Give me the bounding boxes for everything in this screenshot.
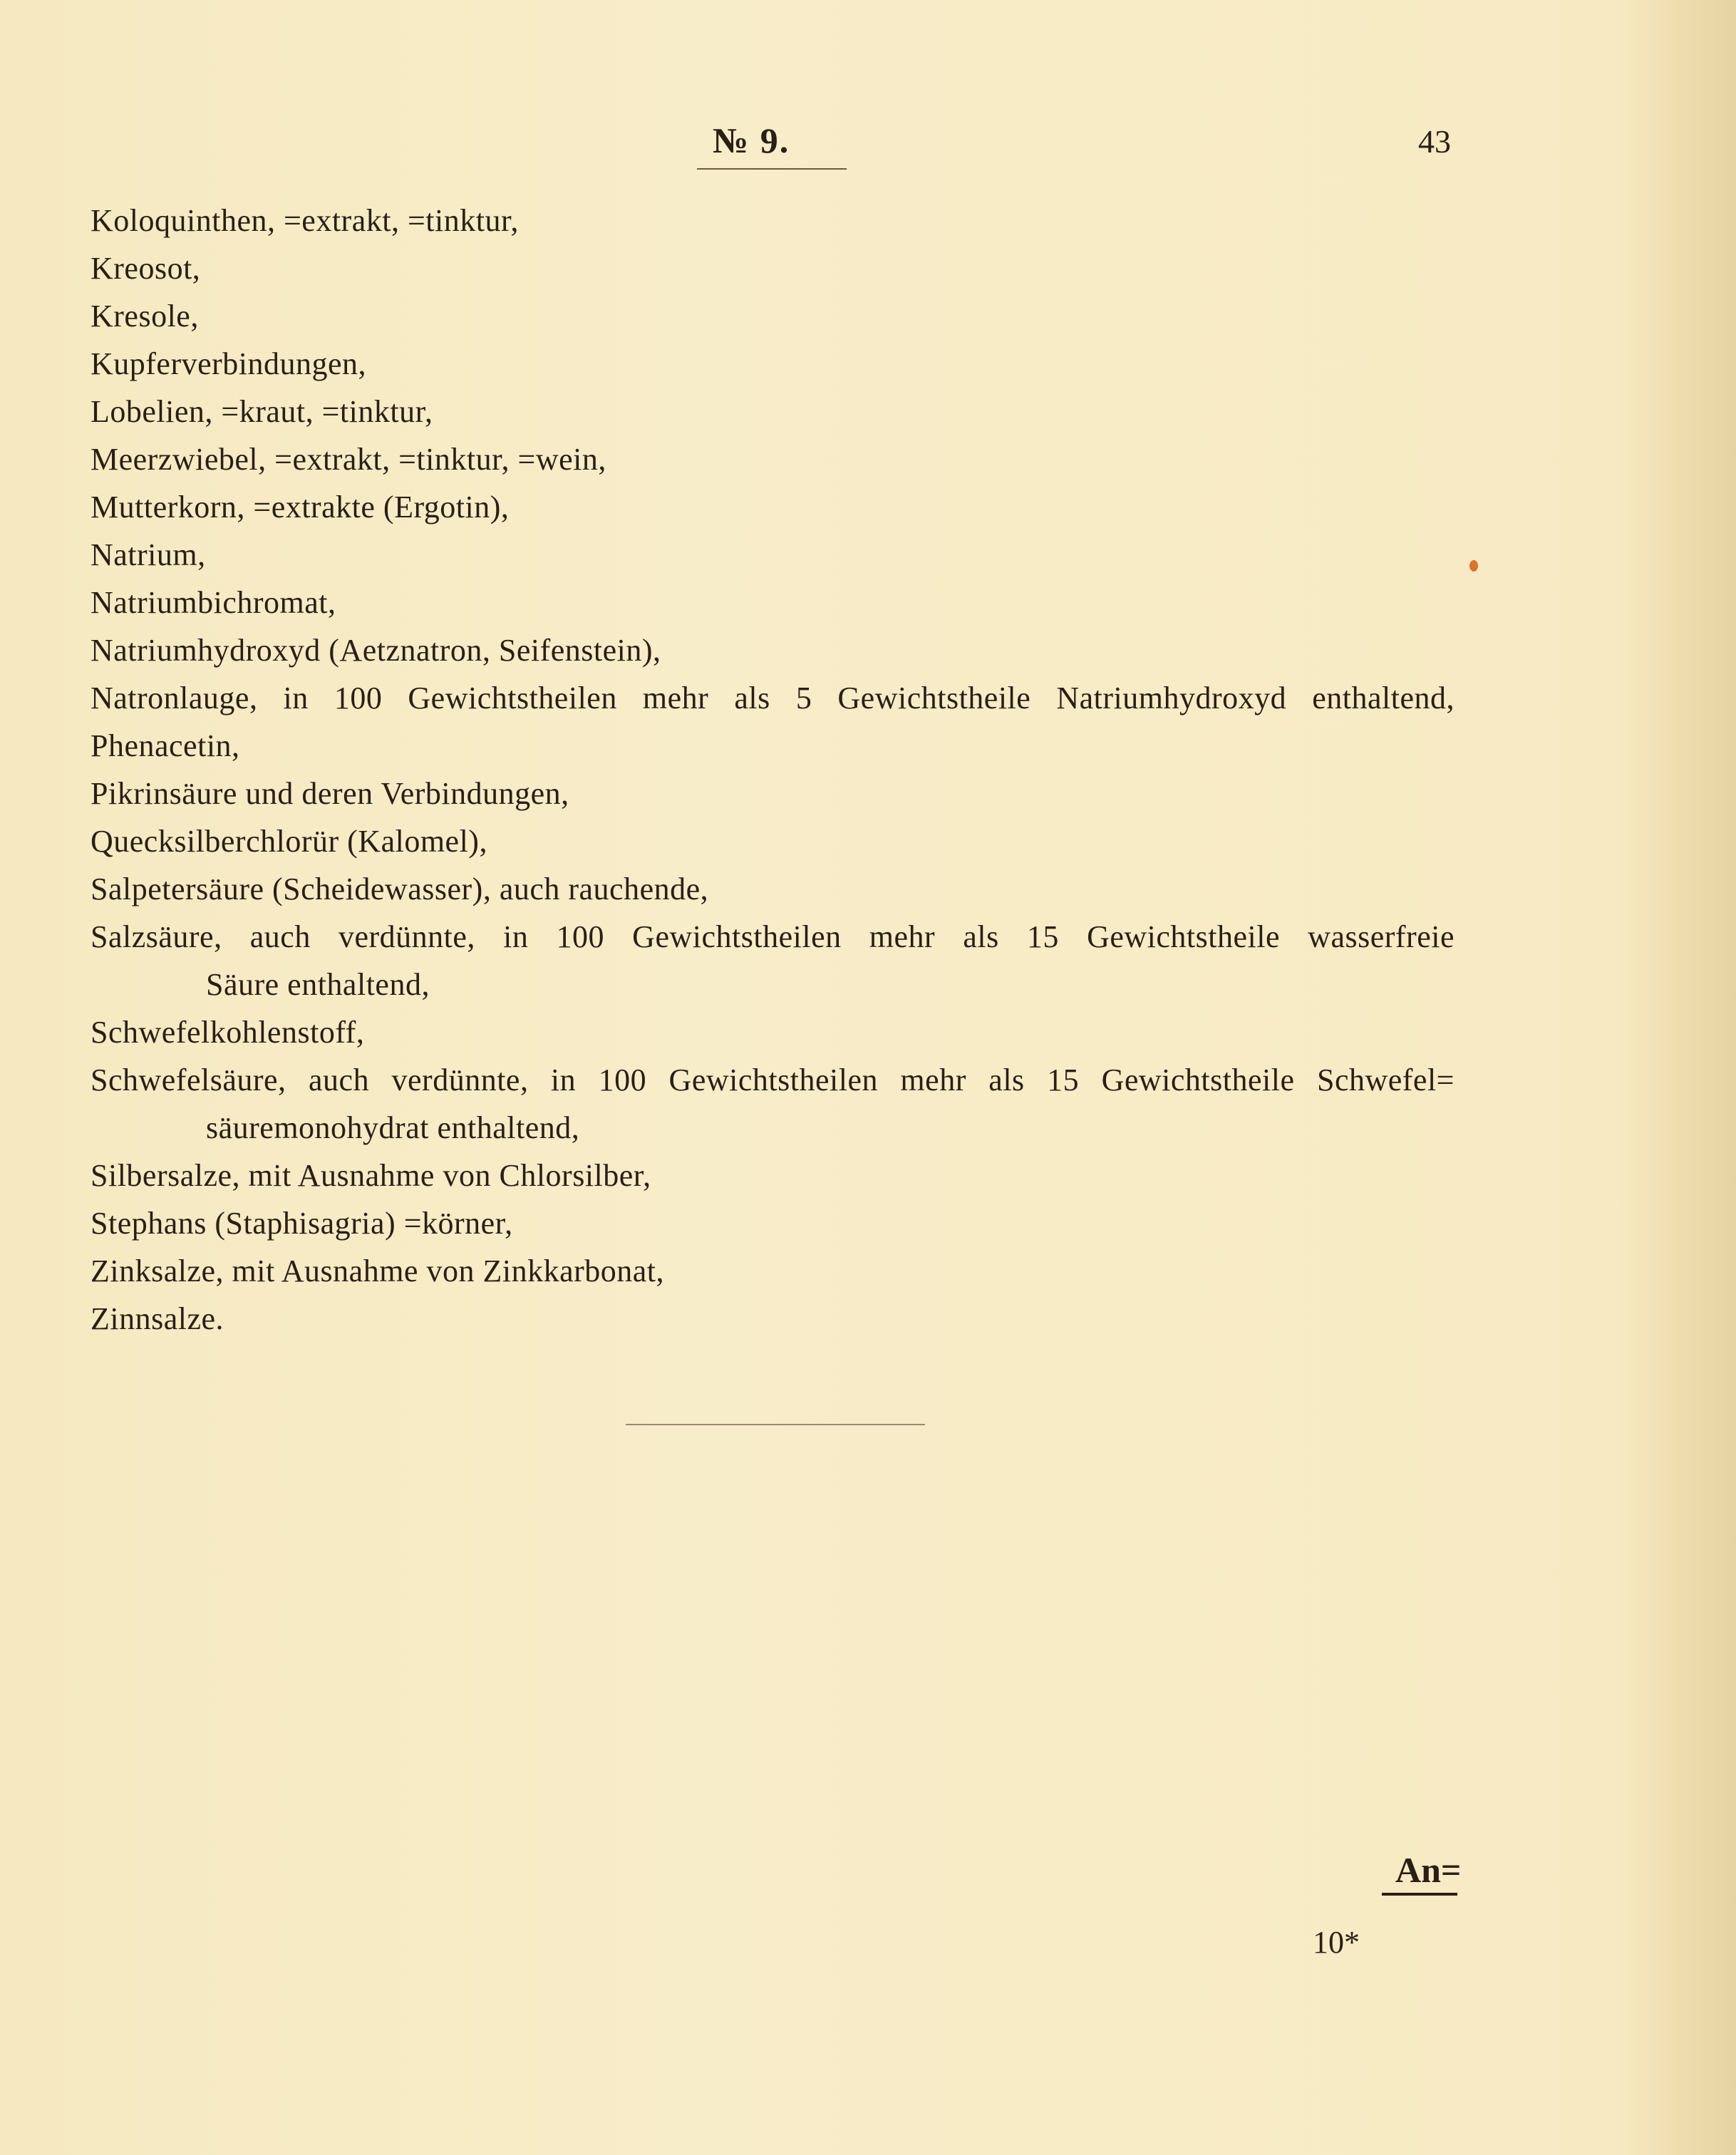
list-line: säuremonohydrat enthaltend,: [206, 1110, 580, 1145]
list-line: Pikrinsäure und deren Verbindungen,: [91, 776, 569, 811]
list-line: Natriumbichromat,: [91, 585, 336, 620]
list-line: Lobelien, =kraut, =tinktur,: [91, 394, 433, 429]
list-line: Phenacetin,: [91, 728, 240, 763]
list-line: Stephans (Staphisagria) =körner,: [91, 1206, 513, 1241]
list-line: Schwefelkohlenstoff,: [91, 1015, 365, 1050]
list-line: Koloquinthen, =extrakt, =tinktur,: [91, 203, 519, 238]
header-rule: [697, 168, 847, 170]
list-line: Natrium,: [91, 537, 206, 572]
list-line: Silbersalze, mit Ausnahme von Chlorsilber,: [91, 1158, 651, 1193]
catchword: An=: [1395, 1850, 1462, 1890]
issue-number: № 9.: [713, 120, 790, 160]
list-line: Salzsäure, auch verdünnte, in 100 Gewichtstheilen mehr als 15 Gewichtstheile wasserfreie: [91, 919, 1455, 954]
list-line: Kupferverbindungen,: [91, 346, 367, 381]
list-line: Salpetersäure (Scheidewasser), auch rauchende,: [91, 872, 709, 906]
signature-mark: 10*: [1313, 1925, 1360, 1960]
catchword-rule: [1382, 1893, 1457, 1896]
list-line: Natronlauge, in 100 Gewichtstheilen mehr als 5 Gewichtstheile Natriumhydroxyd enthaltend,: [91, 681, 1455, 715]
paper-stain: [1469, 560, 1478, 572]
list-line: Zinksalze, mit Ausnahme von Zinkkarbonat,: [91, 1254, 665, 1288]
list-line: Säure enthaltend,: [206, 967, 430, 1002]
page-number: 43: [1418, 123, 1451, 160]
list-line: Natriumhydroxyd (Aetznatron, Seifenstein),: [91, 633, 661, 668]
list-line: Zinnsalze.: [91, 1301, 224, 1336]
list-line: Mutterkorn, =extrakte (Ergotin),: [91, 490, 510, 524]
list-line: Meerzwiebel, =extrakt, =tinktur, =wein,: [91, 442, 606, 477]
section-divider: [626, 1424, 925, 1425]
list-line: Quecksilberchlorür (Kalomel),: [91, 824, 487, 859]
list-line: Kreosot,: [91, 251, 201, 286]
list-line: Schwefelsäure, auch verdünnte, in 100 Gewichtstheilen mehr als 15 Gewichtstheile Schwefel=: [91, 1063, 1455, 1097]
list-line: Kresole,: [91, 299, 199, 334]
